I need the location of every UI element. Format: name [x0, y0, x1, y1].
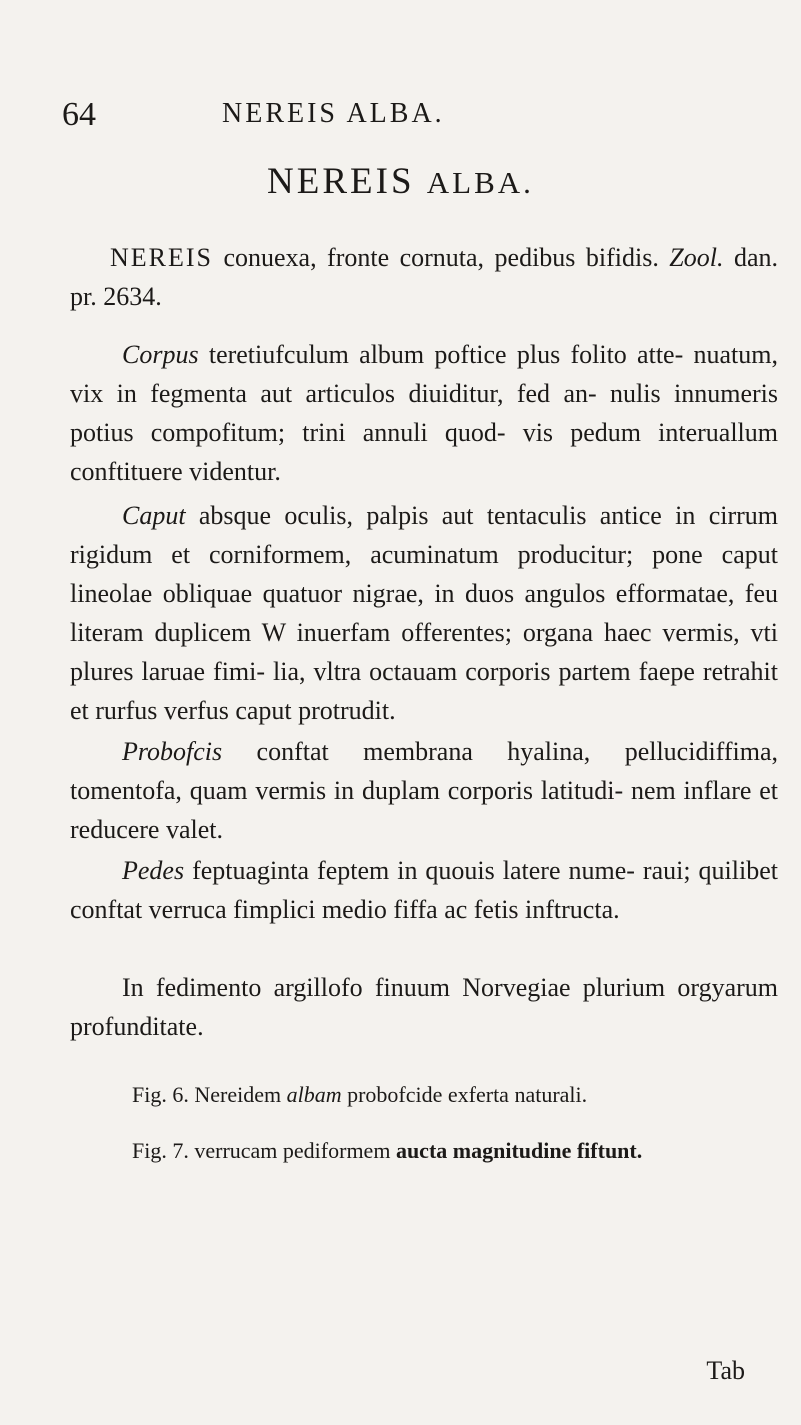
paragraph-proboscis — [70, 732, 778, 849]
fig6-pre: Nereidem — [188, 1082, 287, 1107]
fig7-label: Fig. 7. — [132, 1138, 189, 1163]
fig6-post: probofcide exferta naturali. — [341, 1082, 588, 1107]
figure-caption-7 — [70, 1134, 778, 1168]
page-number: 64 — [62, 96, 96, 133]
lead-proboscis: Probofcis — [122, 737, 223, 766]
lead-corpus: Corpus — [122, 340, 199, 369]
intro-ref-italic: Zool. — [669, 243, 724, 272]
page-title — [0, 160, 801, 203]
paragraph-pedes — [70, 851, 778, 929]
text-corpus: teretiufculum album poftice plus folito atte- nuatum, vix in fegmenta aut articulos diuiditur, fed an- nulis innumeris potius compofitum; trini annuli quod- vis pedum interuallum conftituere videntur. — [70, 340, 778, 486]
intro-name: NEREIS — [110, 243, 213, 272]
text-proboscis: conftat membrana hyalina, pellucidiffima, tomentofa, quam vermis in duplam corporis latitudi- nem inflare et reducere valet. — [70, 737, 778, 844]
fig7-post: fiftunt. — [571, 1138, 643, 1163]
lead-pedes: Pedes — [122, 856, 185, 885]
title-rest: ALBA. — [426, 165, 534, 200]
intro-text: conuexa, fronte cornuta, pedibus bifidis. — [213, 243, 670, 272]
intro-ref: dan. pr. 2634. — [70, 243, 778, 311]
text-pedes: feptuaginta feptem in quouis latere nume- raui; quilibet conftat verruca fimplici medio fiffa ac fetis inftructa. — [70, 856, 778, 924]
paragraph-habitat — [70, 968, 778, 1046]
running-head — [0, 92, 801, 142]
fig6-label: Fig. 6. — [132, 1082, 189, 1107]
intro-paragraph — [70, 238, 778, 316]
fig7-bold: aucta magnitudine — [395, 1138, 572, 1163]
lead-caput: Caput — [122, 501, 186, 530]
paragraph-corpus — [70, 335, 778, 491]
text-caput: absque oculis, palpis aut tentaculis antice in cirrum rigidum et corniformem, acuminatum producitur; pone caput lineolae obliquae quatuor nigrae, in duos angulos efformatae, feu literam duplicem W inuerfam offerentes; organa haec vermis, vti plures laruae fimi- lia, vltra octauam corporis partem faepe retrahit et rurfus verfus caput protrudit. — [70, 501, 778, 725]
title-first: NEREIS — [267, 161, 415, 202]
paragraph-caput — [70, 496, 778, 730]
catchword: Tab — [706, 1356, 745, 1385]
fig6-italic: albam — [286, 1082, 342, 1107]
text-habitat: In fedimento argillofo finuum Norvegiae plurium orgyarum profunditate. — [70, 973, 778, 1041]
running-title: NEREIS ALBA. — [222, 98, 445, 129]
figure-caption-6 — [70, 1078, 778, 1112]
fig7-pre: verrucam pediformem — [188, 1138, 396, 1163]
